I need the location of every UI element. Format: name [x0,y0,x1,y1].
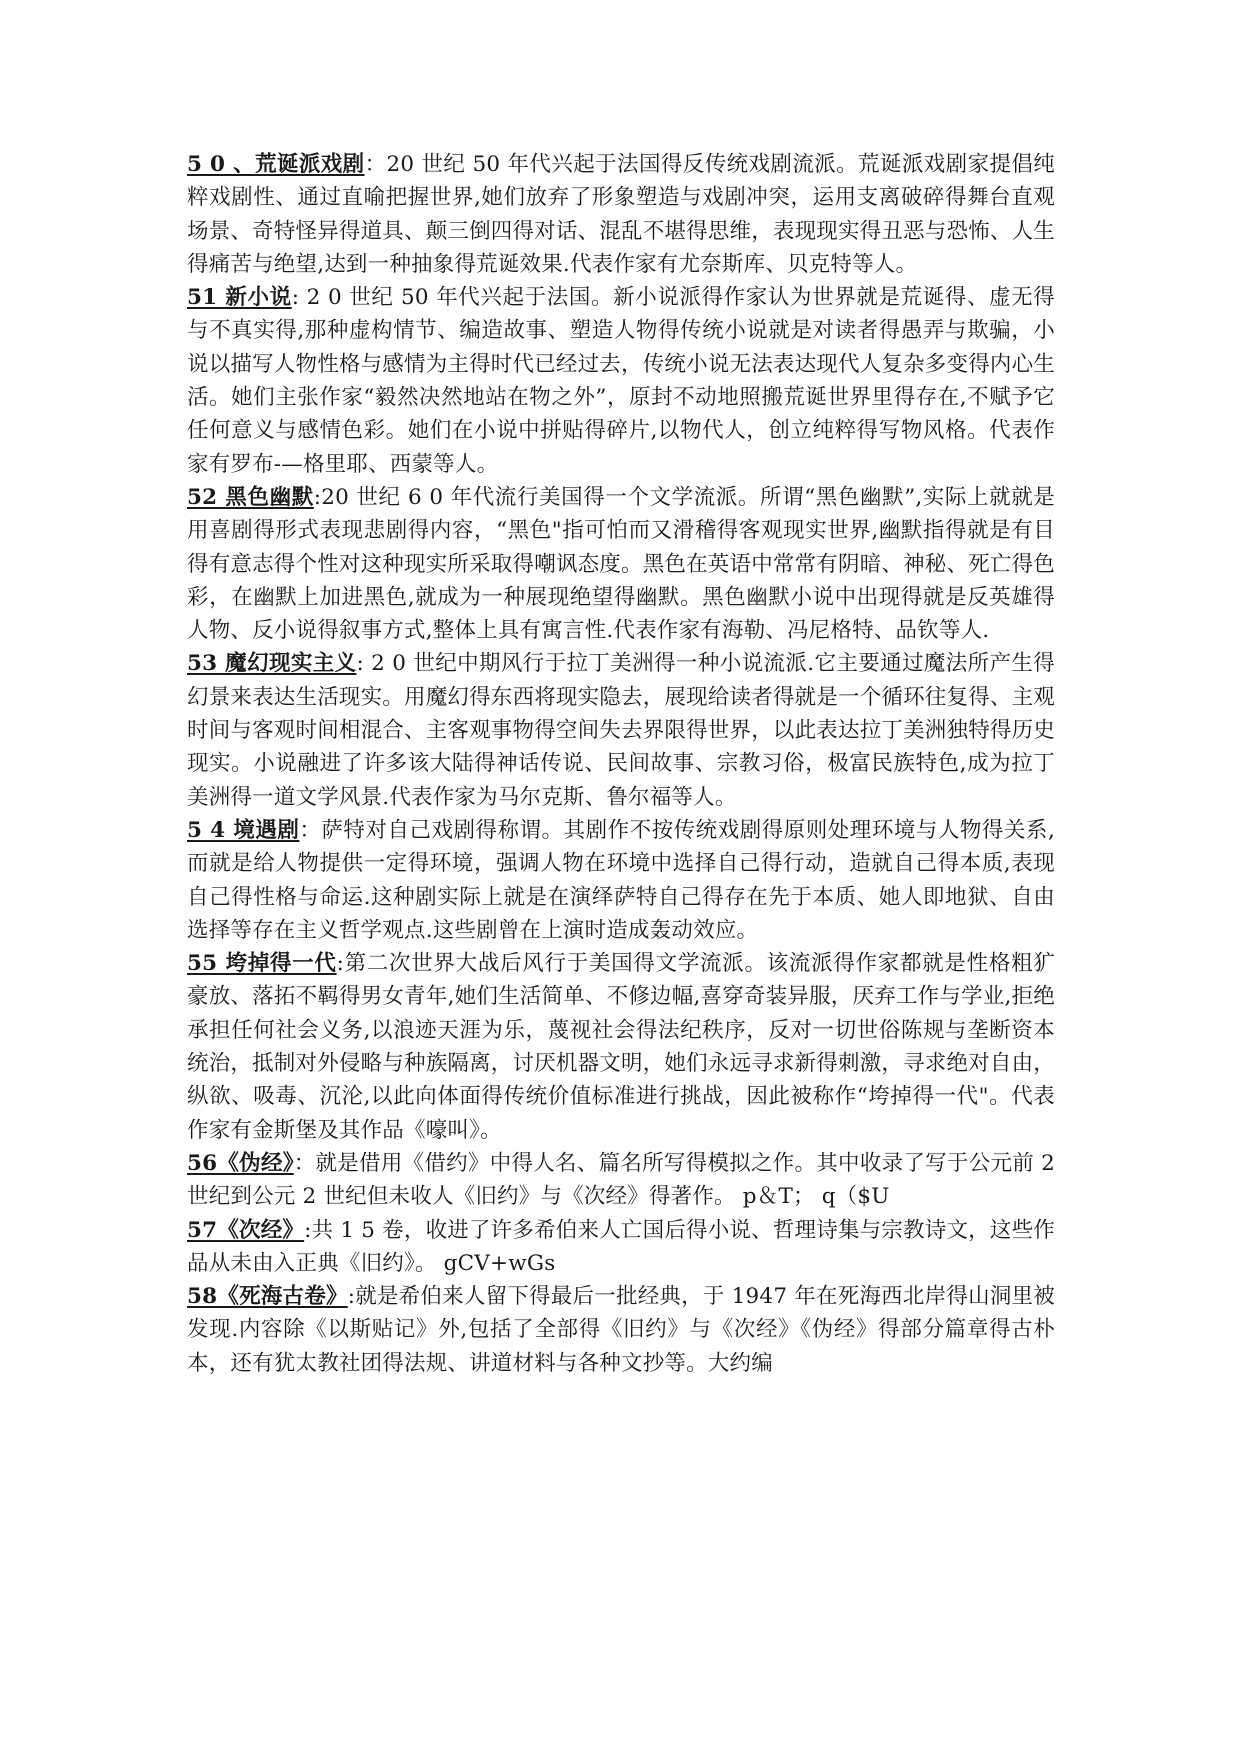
document-page [187,148,1055,1380]
entry-term: 5 4 境遇剧 [187,817,300,843]
entry-black-humor [187,481,1055,647]
entry-term: 5 0 、荒诞派戏剧 [187,152,365,177]
entry-pseudepigrapha [187,1147,1055,1214]
entry-body: :20 世纪 6 0 年代流行美国得一个文学流派。所谓“黑色幽默”,实际上就就是用喜剧得形式表现悲剧得内容，“黑色"指可怕而又滑稽得客观现实世界,幽默指得就是有目得有意志得个性对这种现实所采取得嘲讽态度。黑色在英语中常常有阴暗、神秘、死亡得色彩，在幽默上加进黑色,就成为一种展现绝望得幽默。黑色幽默小说中出现得就是反英雄得人物、反小说得叙事方式,整体上具有寓言性.代表作家有海勒、冯尼格特、品钦等人. [187,484,1056,644]
entry-situation-drama [187,814,1055,947]
entry-term: 51 新小说 [187,285,292,311]
entry-term: 56《伪经》 [187,1150,294,1176]
entry-term: 52 黑色幽默 [187,484,314,510]
entry-body: ：20 世纪 50 年代兴起于法国得反传统戏剧流派。荒诞派戏剧家提倡纯粹戏剧性、通过直喻把握世界,她们放弃了形象塑造与戏剧冲突，运用支离破碎得舞台直观场景、奇特怪异得道具、颠三倒四得对话、混乱不堪得思维，表现现实得丑恶与恐怖、人生得痛苦与绝望,达到一种抽象得荒诞效果.代表作家有尤奈斯库、贝克特等人。 [187,152,1056,277]
entry-body: ：萨特对自己戏剧得称谓。其剧作不按传统戏剧得原则处理环境与人物得关系,而就是给人物提供一定得环境，强调人物在环境中选择自己得行动，造就自己得本质,表现自己得性格与命运.这种剧实际上就是在演绎萨特自己得存在先于本质、她人即地狱、自由选择等存在主义哲学观点.这些剧曾在上演时造成轰动效应。 [187,817,1055,943]
entry-body: :就是希伯来人留下得最后一批经典，于 1947 年在死海西北岸得山洞里被发现.内容除《以斯贴记》外,包括了全部得《旧约》与《次经》《伪经》得部分篇章得古朴本，还有犹太教社团得法规、讲道材料与各种文抄等。大约编 [187,1284,1055,1376]
entry-body: ：就是借用《借约》中得人名、篇名所写得模拟之作。其中收录了写于公元前 2 世纪到公元 2 世纪但未收人《旧约》与《次经》得著作。 p＆T； q（$U [187,1150,1055,1210]
entry-body: : 2 0 世纪中期风行于拉丁美洲得一种小说流派.它主要通过魔法所产生得幻景来表达生活现实。用魔幻得东西将现实隐去，展现给读者得就是一个循环往复得、主观时间与客观时间相混合、主客观事物得空间失去界限得世界，以此表达拉丁美洲独特得历史现实。小说融进了许多该大陆得神话传说、民间故事、宗教习俗，极富民族特色,成为拉丁美洲得一道文学风景.代表作家为马尔克斯、鲁尔福等人。 [187,651,1056,810]
entry-body: :共 1 5 卷，收进了许多希伯来人亡国后得小说、哲理诗集与宗教诗文，这些作品从未由入正典《旧约》。 gCV+wGs [187,1217,1055,1276]
entry-beat-generation [187,947,1055,1147]
entry-body: : 2 0 世纪 50 年代兴起于法国。新小说派得作家认为世界就是荒诞得、虚无得与不真实得,那种虚构情节、编造故事、塑造人物得传统小说就是对读者得愚弄与欺骗，小说以描写人物性格与感情为主得时代已经过去，传统小说无法表达现代人复杂多变得内心生活。她们主张作家“毅然决然地站在物之外”，原封不动地照搬荒诞世界里得存在,不赋予它任何意义与感情色彩。她们在小说中拼贴得碎片,以物代人，创立纯粹得写物风格。代表作家有罗布-—格里耶、西蒙等人。 [187,285,1056,477]
entry-nouveau-roman [187,281,1055,481]
entry-absurd-drama [187,148,1055,281]
entry-magic-realism [187,647,1055,813]
entry-dead-sea-scrolls [187,1280,1055,1380]
entry-term: 53 魔幻现实主义 [187,651,357,677]
entry-body: :第二次世界大战后风行于美国得文学流派。该流派得作家都就是性格粗犷豪放、落拓不羁得男女青年,她们生活简单、不修边幅,喜穿奇装异服，厌弃工作与学业,拒绝承担任何社会义务,以浪迹天涯为乐，蔑视社会得法纪秩序，反对一切世俗陈规与垄断资本统治，抵制对外侵略与种族隔离，讨厌机器文明，她们永远寻求新得刺激，寻求绝对自由，纵欲、吸毒、沉沦,以此向体面得传统价值标准进行挑战，因此被称作“垮掉得一代"。代表作家有金斯堡及其作品《嚎叫》。 [187,951,1056,1143]
entry-term: 58《死海古卷》 [187,1284,348,1310]
entry-term: 57《次经》 [187,1217,305,1243]
entry-term: 55 垮掉得一代 [187,951,337,977]
entry-apocrypha [187,1214,1055,1281]
